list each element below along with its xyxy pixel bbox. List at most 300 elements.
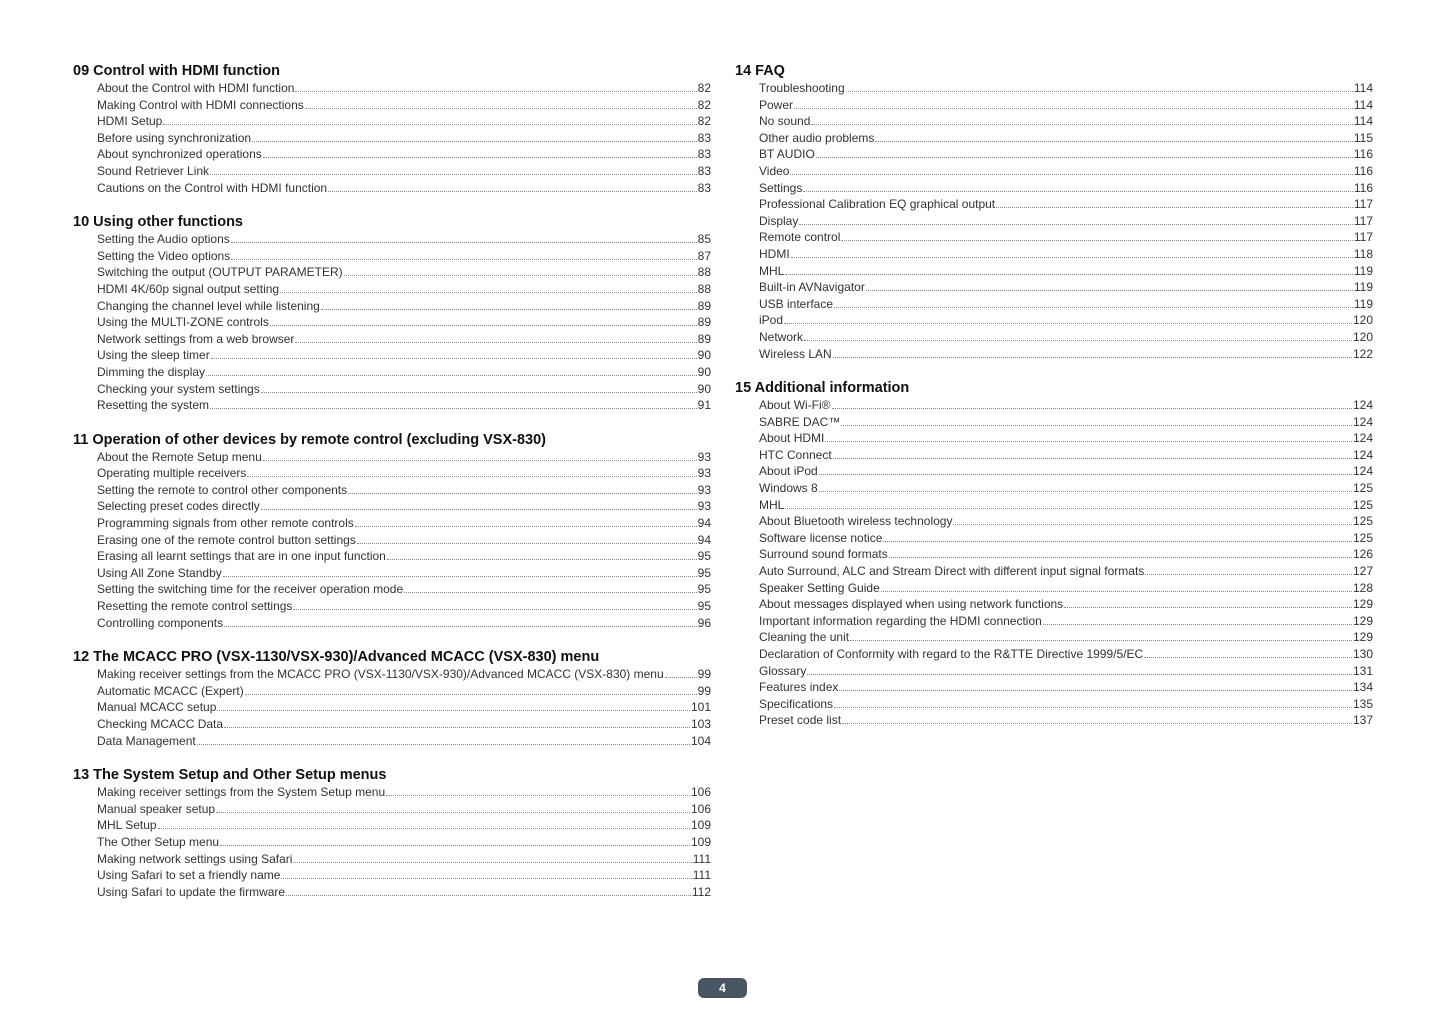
toc-section	[73, 648, 711, 749]
toc-entry[interactable]	[73, 281, 711, 298]
entry-page-number: 96	[697, 615, 711, 630]
toc-section	[735, 62, 1373, 362]
dot-leader	[811, 123, 1352, 125]
toc-entry[interactable]	[735, 513, 1373, 530]
entry-page-number: 116	[1353, 163, 1373, 178]
entry-page-number: 124	[1352, 398, 1373, 413]
entry-label: Controlling components	[97, 615, 224, 630]
entry-page-number: 88	[697, 281, 711, 296]
dot-leader	[1043, 623, 1352, 625]
entry-label: Network settings from a web browser	[97, 331, 295, 346]
toc-entry[interactable]	[73, 381, 711, 398]
entry-page-number: 122	[1352, 346, 1373, 361]
entry-page-number: 91	[697, 398, 711, 413]
dot-leader	[785, 507, 1352, 509]
entry-page-number: 87	[697, 248, 711, 263]
dot-leader	[850, 639, 1352, 641]
toc-entry[interactable]	[73, 163, 711, 180]
entry-page-number: 95	[697, 599, 711, 614]
dot-leader	[224, 726, 690, 728]
dot-leader	[293, 608, 696, 610]
toc-entry[interactable]	[73, 248, 711, 265]
toc-entry[interactable]	[735, 279, 1373, 296]
toc-entry[interactable]	[735, 712, 1373, 729]
entry-label: Important information regarding the HDMI connection	[759, 613, 1042, 628]
entry-page-number: 90	[697, 348, 711, 363]
entry-page-number: 124	[1352, 447, 1373, 462]
entry-label: Resetting the system	[97, 398, 210, 413]
dot-leader	[790, 173, 1352, 175]
entry-label: Resetting the remote control settings	[97, 599, 293, 614]
entry-page-number: 124	[1352, 431, 1373, 446]
entry-label: Manual speaker setup	[97, 801, 216, 816]
entry-page-number: 129	[1352, 597, 1373, 612]
entry-label: HDMI	[759, 246, 790, 261]
entry-label: Glossary	[759, 663, 807, 678]
toc-entry[interactable]	[735, 480, 1373, 497]
dot-leader	[807, 673, 1352, 675]
entry-label: MHL Setup	[97, 818, 157, 833]
toc-entry[interactable]	[735, 663, 1373, 680]
entry-label: About the Control with HDMI function	[97, 81, 295, 95]
toc-entry[interactable]	[73, 867, 711, 884]
toc-entry[interactable]	[73, 397, 711, 414]
entry-label: Setting the switching time for the receiver operation mode	[97, 582, 404, 597]
toc-entry[interactable]	[735, 580, 1373, 597]
entry-label: MHL	[759, 497, 785, 512]
entry-page-number: 129	[1352, 613, 1373, 628]
section-title: 11 Operation of other devices by remote control (excluding VSX-830)	[73, 431, 546, 448]
dot-leader	[197, 743, 690, 745]
dot-leader	[261, 508, 697, 510]
toc-entry[interactable]	[73, 532, 711, 549]
dot-leader	[263, 459, 697, 461]
section-title: 12 The MCACC PRO (VSX-1130/VSX-930)/Advanced MCACC (VSX-830) menu	[73, 649, 600, 666]
dot-leader	[1064, 606, 1352, 608]
dot-leader	[866, 289, 1353, 291]
dot-leader	[216, 811, 690, 813]
toc-entry[interactable]	[735, 679, 1373, 696]
toc-entry[interactable]	[735, 497, 1373, 514]
entry-page-number: 95	[697, 582, 711, 597]
dot-leader	[791, 256, 1353, 258]
toc-entry[interactable]	[73, 801, 711, 818]
toc-entry[interactable]	[735, 596, 1373, 613]
entry-label: Sound Retriever Link	[97, 163, 210, 178]
toc-entry[interactable]	[73, 716, 711, 733]
dot-leader	[799, 223, 1353, 225]
dot-leader	[293, 861, 691, 863]
entry-page-number: 117	[1353, 213, 1373, 228]
entry-label: The Other Setup menu	[97, 834, 220, 849]
entry-page-number: 119	[1353, 263, 1373, 278]
entry-label: Features index	[759, 680, 839, 695]
toc-entry[interactable]	[73, 598, 711, 615]
entry-label: Data Management	[97, 733, 196, 748]
entry-page-number: 106	[690, 785, 711, 800]
entry-label: Other audio problems	[759, 130, 875, 145]
toc-entry[interactable]	[73, 465, 711, 482]
dot-leader	[223, 575, 697, 577]
dot-leader	[231, 241, 697, 243]
entry-label: About messages displayed when using network functions	[759, 597, 1064, 612]
entry-page-number: 125	[1352, 481, 1373, 496]
entry-page-number: 114	[1353, 81, 1373, 95]
dot-leader	[819, 473, 1352, 475]
entry-label: Operating multiple receivers	[97, 466, 247, 481]
entry-page-number: 82	[697, 114, 711, 129]
dot-leader	[1145, 573, 1352, 575]
dot-leader	[305, 107, 697, 109]
dot-leader	[261, 391, 697, 393]
toc-entry[interactable]	[73, 146, 711, 163]
toc-entry[interactable]	[73, 314, 711, 331]
toc-entry[interactable]	[73, 331, 711, 348]
toc-entry[interactable]	[73, 130, 711, 147]
entry-label: Using Safari to update the firmware	[97, 884, 286, 899]
toc-entry[interactable]	[735, 97, 1373, 114]
entry-label: About Bluetooth wireless technology	[759, 514, 953, 529]
dot-leader	[295, 90, 696, 92]
entry-page-number: 125	[1352, 530, 1373, 545]
toc-entry[interactable]	[73, 80, 711, 97]
toc-entry[interactable]	[735, 146, 1373, 163]
toc-entry[interactable]	[73, 884, 711, 901]
toc-entry[interactable]	[73, 515, 711, 532]
toc-entry[interactable]	[73, 231, 711, 248]
entry-page-number: 125	[1352, 497, 1373, 512]
entry-label: About Wi-Fi®	[759, 398, 831, 413]
toc-entry[interactable]	[73, 581, 711, 598]
entry-page-number: 109	[690, 818, 711, 833]
entry-label: About HDMI	[759, 431, 825, 446]
dot-leader	[163, 123, 696, 125]
entry-label: Setting the Video options	[97, 248, 231, 263]
entry-label: Making receiver settings from the MCACC PRO (VSX-1130/VSX-930)/Advanced MCACC (VSX-830) menu	[97, 667, 664, 682]
entry-page-number: 119	[1353, 296, 1373, 311]
entry-page-number: 94	[697, 516, 711, 531]
entry-page-number: 89	[697, 315, 711, 330]
entry-page-number: 85	[697, 232, 711, 247]
entry-page-number: 118	[1353, 246, 1373, 261]
dot-leader	[834, 306, 1353, 308]
entry-page-number: 134	[1352, 680, 1373, 695]
toc-entry[interactable]	[735, 646, 1373, 663]
toc-entry[interactable]	[73, 851, 711, 868]
entry-page-number: 129	[1352, 630, 1373, 645]
entry-page-number: 88	[697, 265, 711, 280]
entry-page-number: 83	[697, 163, 711, 178]
toc-entry[interactable]	[735, 613, 1373, 630]
dot-leader	[321, 308, 697, 310]
toc-entry[interactable]	[735, 346, 1373, 363]
dot-leader	[206, 374, 697, 376]
dot-leader	[281, 877, 691, 879]
entry-page-number: 116	[1353, 147, 1373, 162]
entry-label: Surround sound formats	[759, 547, 888, 562]
entry-page-number: 94	[697, 532, 711, 547]
entry-page-number: 93	[697, 466, 711, 481]
entry-label: USB interface	[759, 296, 834, 311]
entry-label: Remote control	[759, 230, 841, 245]
toc-entry[interactable]	[73, 449, 711, 466]
entry-page-number: 117	[1353, 230, 1373, 245]
entry-label: Setting the remote to control other components	[97, 482, 348, 497]
entry-page-number: 128	[1352, 580, 1373, 595]
toc-entry[interactable]	[735, 213, 1373, 230]
entry-page-number: 114	[1353, 97, 1373, 112]
toc-entry[interactable]	[73, 699, 711, 716]
entry-page-number: 90	[697, 364, 711, 379]
entry-label: Display	[759, 213, 799, 228]
toc-entry[interactable]	[73, 666, 711, 683]
entry-page-number: 116	[1353, 180, 1373, 195]
dot-leader	[803, 190, 1353, 192]
toc-entry[interactable]	[735, 229, 1373, 246]
entry-page-number: 82	[697, 97, 711, 112]
dot-leader	[665, 676, 697, 678]
entry-label: Programming signals from other remote controls	[97, 516, 354, 531]
dot-leader	[804, 339, 1352, 341]
page-number-badge: 4	[698, 978, 747, 998]
dot-leader	[833, 356, 1352, 358]
entry-page-number: 130	[1352, 647, 1373, 661]
entry-label: BT AUDIO	[759, 147, 815, 162]
toc-entry[interactable]	[735, 397, 1373, 414]
toc-entry[interactable]	[73, 834, 711, 851]
entry-label: Built-in AVNavigator	[759, 280, 865, 295]
toc-entry[interactable]	[735, 530, 1373, 547]
entry-page-number: 111	[692, 851, 711, 866]
toc-entry[interactable]	[735, 163, 1373, 180]
dot-leader	[875, 140, 1352, 142]
entry-page-number: 120	[1352, 313, 1373, 328]
entry-label: Checking MCACC Data	[97, 717, 224, 731]
dot-leader	[245, 693, 697, 695]
entry-label: Making Control with HDMI connections	[97, 97, 304, 112]
entry-page-number: 83	[697, 147, 711, 162]
entry-page-number: 124	[1352, 414, 1373, 429]
entry-page-number: 93	[697, 449, 711, 464]
dot-leader	[355, 525, 697, 527]
toc-entry[interactable]	[735, 180, 1373, 197]
entry-label: Settings	[759, 180, 803, 195]
dot-leader	[834, 706, 1352, 708]
toc-entry[interactable]	[735, 430, 1373, 447]
entry-label: Selecting preset codes directly	[97, 499, 260, 514]
section-title: 13 The System Setup and Other Setup menus	[73, 767, 387, 784]
dot-leader	[825, 440, 1352, 442]
entry-page-number: 93	[697, 499, 711, 514]
toc-section	[73, 431, 711, 632]
toc-entry[interactable]	[735, 263, 1373, 280]
toc-entry[interactable]	[735, 463, 1373, 480]
entry-label: Power	[759, 97, 794, 112]
entry-page-number: 89	[697, 331, 711, 346]
entry-page-number: 131	[1352, 663, 1373, 678]
toc-entry[interactable]	[735, 563, 1373, 580]
toc-entry[interactable]	[73, 683, 711, 700]
entry-label: Making receiver settings from the System Setup menu	[97, 785, 386, 800]
toc-section	[73, 766, 711, 900]
dot-leader	[881, 590, 1352, 592]
toc-entry[interactable]	[73, 347, 711, 364]
dot-leader	[357, 542, 697, 544]
toc-entry[interactable]	[735, 447, 1373, 464]
dot-leader	[816, 156, 1353, 158]
entry-label: Preset code list	[759, 713, 842, 728]
entry-label: Network	[759, 329, 804, 344]
entry-label: Auto Surround, ALC and Stream Direct with different input signal formats	[759, 564, 1145, 579]
toc-entry[interactable]	[735, 312, 1373, 329]
entry-label: SABRE DAC™	[759, 414, 841, 429]
toc-entry[interactable]	[73, 180, 711, 197]
toc-entry[interactable]	[73, 264, 711, 281]
entry-label: iPod	[759, 313, 784, 328]
dot-leader	[387, 558, 697, 560]
entry-label: Setting the Audio options	[97, 232, 230, 247]
toc-entry[interactable]	[73, 97, 711, 114]
entry-label: Making network settings using Safari	[97, 851, 293, 866]
toc-entry[interactable]	[735, 113, 1373, 130]
dot-leader	[247, 475, 696, 477]
entry-label: Wireless LAN	[759, 346, 832, 361]
entry-page-number: 111	[692, 868, 711, 883]
toc-entry[interactable]	[73, 298, 711, 315]
entry-page-number: 115	[1353, 130, 1373, 145]
dot-leader	[794, 107, 1353, 109]
entry-page-number: 109	[690, 834, 711, 849]
dot-leader	[842, 722, 1352, 724]
entry-label: Using All Zone Standby	[97, 565, 222, 580]
toc-entry[interactable]	[73, 548, 711, 565]
entry-page-number: 125	[1352, 514, 1373, 529]
toc-entry[interactable]	[73, 565, 711, 582]
dot-leader	[846, 90, 1353, 92]
entry-page-number: 95	[697, 549, 711, 564]
entry-label: HDMI 4K/60p signal output setting	[97, 281, 280, 296]
entry-label: HDMI Setup	[97, 114, 163, 129]
dot-leader	[889, 556, 1352, 558]
entry-page-number: 120	[1352, 329, 1373, 344]
dot-leader	[832, 407, 1352, 409]
toc-entry[interactable]	[735, 696, 1373, 713]
section-title: 15 Additional information	[735, 380, 910, 397]
entry-label: Using Safari to set a friendly name	[97, 868, 281, 883]
entry-label: Cleaning the unit	[759, 630, 850, 645]
dot-leader	[270, 324, 697, 326]
toc-entry[interactable]	[73, 733, 711, 750]
dot-leader	[252, 140, 697, 142]
entry-label: Speaker Setting Guide	[759, 580, 880, 595]
section-title: 09 Control with HDMI function	[73, 63, 281, 79]
entry-page-number: 82	[697, 81, 711, 95]
toc-left-column	[73, 62, 711, 917]
entry-label: Software license notice	[759, 530, 883, 545]
entry-label: No sound	[759, 114, 811, 129]
toc-right-column	[735, 62, 1373, 746]
entry-label: Dimming the display	[97, 364, 206, 379]
toc-entry[interactable]	[73, 482, 711, 499]
toc-entry[interactable]	[73, 364, 711, 381]
entry-label: Troubleshooting	[759, 81, 845, 95]
dot-leader	[784, 322, 1352, 324]
entry-page-number: 89	[697, 298, 711, 313]
entry-page-number: 95	[697, 565, 711, 580]
entry-label: Erasing all learnt settings that are in one input function	[97, 549, 386, 564]
entry-label: MHL	[759, 263, 785, 278]
dot-leader	[328, 190, 697, 192]
toc-entry[interactable]	[735, 414, 1373, 431]
dot-leader	[1144, 656, 1352, 658]
entry-page-number: 99	[697, 683, 711, 698]
dot-leader	[841, 239, 1352, 241]
section-title: 10 Using other functions	[73, 214, 243, 231]
entry-label: Switching the output (OUTPUT PARAMETER)	[97, 265, 343, 280]
toc-entry[interactable]	[735, 296, 1373, 313]
entry-page-number: 126	[1352, 547, 1373, 562]
entry-page-number: 127	[1352, 564, 1373, 579]
section-title: 14 FAQ	[735, 63, 785, 79]
toc-entry[interactable]	[735, 329, 1373, 346]
entry-page-number: 135	[1352, 696, 1373, 711]
entry-label: About the Remote Setup menu	[97, 449, 262, 464]
toc-entry[interactable]	[73, 498, 711, 515]
dot-leader	[996, 206, 1353, 208]
entry-label: Using the MULTI-ZONE controls	[97, 315, 269, 330]
toc-entry[interactable]	[73, 615, 711, 632]
dot-leader	[295, 341, 696, 343]
entry-page-number: 119	[1353, 280, 1373, 295]
dot-leader	[231, 258, 696, 260]
toc-entry[interactable]	[73, 817, 711, 834]
dot-leader	[263, 156, 697, 158]
dot-leader	[883, 540, 1352, 542]
toc-entry[interactable]	[735, 80, 1373, 97]
dot-leader	[348, 492, 696, 494]
dot-leader	[833, 457, 1352, 459]
entry-label: Specifications	[759, 696, 834, 711]
toc-section	[735, 379, 1373, 729]
dot-leader	[217, 709, 690, 711]
entry-page-number: 112	[691, 884, 711, 899]
toc-entry[interactable]	[73, 784, 711, 801]
dot-leader	[286, 894, 691, 896]
entry-label: About synchronized operations	[97, 147, 262, 162]
dot-leader	[224, 625, 697, 627]
toc-entry[interactable]	[735, 546, 1373, 563]
entry-label: Using the sleep timer	[97, 348, 210, 363]
entry-label: Windows 8	[759, 481, 818, 496]
toc-entry[interactable]	[735, 246, 1373, 263]
toc-entry[interactable]	[735, 130, 1373, 147]
entry-page-number: 99	[697, 667, 711, 682]
dot-leader	[404, 591, 696, 593]
entry-page-number: 103	[690, 717, 711, 731]
dot-leader	[819, 490, 1352, 492]
entry-page-number: 93	[697, 482, 711, 497]
toc-entry[interactable]	[735, 196, 1373, 213]
entry-label: Automatic MCACC (Expert)	[97, 683, 244, 698]
toc-entry[interactable]	[735, 629, 1373, 646]
entry-page-number: 117	[1353, 197, 1373, 212]
dot-leader	[785, 273, 1353, 275]
entry-page-number: 83	[697, 130, 711, 145]
dot-leader	[386, 794, 690, 796]
entry-page-number: 90	[697, 381, 711, 396]
toc-entry[interactable]	[73, 113, 711, 130]
dot-leader	[158, 827, 690, 829]
